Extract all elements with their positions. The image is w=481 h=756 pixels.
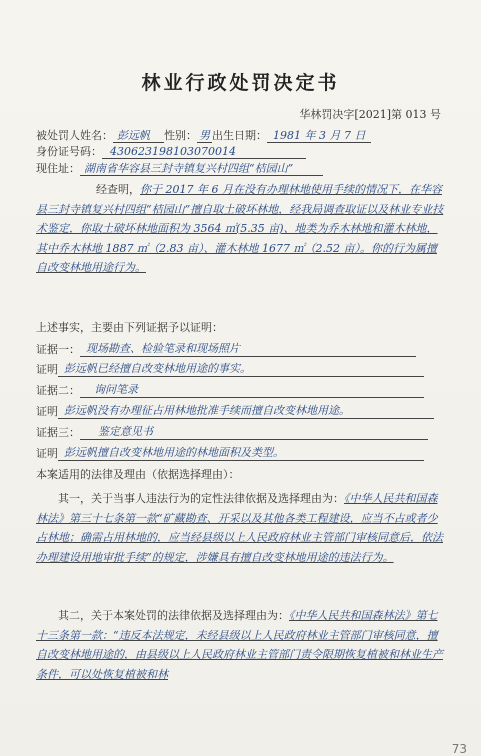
facts-text: 你于 2017 年 6 月在没有办理林地使用手续的情况下，在华容县三封寺镇复兴村四组“桔园山”擅自取土破坏林地，经我局调查取证以及林业专业技术鉴定，你取土破坏林地面积为 3564 ㎡(5.35 亩)、地类为乔木林地和灌木林地，其中乔木林地 1887 ㎡（2.83 亩）、灌木林地 1677 ㎡（2.52 亩）。你的行为属擅自改变林地用途行为。: [36, 183, 444, 274]
birth-label: 出生日期：: [212, 129, 267, 142]
person-birth: 1981 年 3 月 7 日: [267, 129, 371, 143]
evidence-label: 证据三：: [36, 426, 80, 439]
evidence-content: 鉴定意见书: [80, 423, 428, 440]
reason-2-text: 《中华人民共和国森林法》第七十三条第一款：“违反本法规定，未经县级以上人民政府林业主管部门审核同意，擅自改变林地用途的，由县级以上人民政府林业主管部门责令限期恢复植被和林业生产条件，可以处恢复植被和林: [36, 609, 443, 681]
facts-lead: 经查明，: [96, 183, 140, 196]
reason-2-paragraph: [36, 606, 446, 684]
proof-content: 彭远帆擅自改变林地用途的林地面积及类型。: [58, 444, 424, 461]
law-intro: 本案适用的法律及理由（依据选择理由）：: [36, 468, 240, 481]
name-label: 被处罚人姓名：: [36, 129, 113, 142]
reason-1-paragraph: [36, 489, 446, 567]
evidence-1-proof: [36, 360, 424, 377]
evidence-1: [36, 340, 416, 357]
evidence-2-proof: [36, 402, 434, 419]
address-label: 现住址：: [36, 162, 80, 175]
document-number: 华林罚决字[2021]第 013 号: [299, 108, 441, 121]
gender-label: 性别：: [164, 129, 197, 142]
evidence-content: 现场勘查、检验笔录和现场照片: [80, 340, 416, 357]
evidence-intro: 上述事实，主要由下列证据予以证明：: [36, 321, 223, 334]
reason-2-lead: 其二，关于本案处罚的法律依据及选择理由为：: [58, 609, 289, 622]
document-title: 林业行政处罚决定书: [141, 72, 340, 94]
evidence-3-proof: [36, 444, 424, 461]
facts-paragraph: [36, 180, 446, 278]
person-id: 430623198103070014: [102, 145, 306, 159]
proof-label: 证明: [36, 405, 58, 418]
proof-content: 彭远帆已经擅自改变林地用途的事实。: [58, 360, 424, 377]
proof-label: 证明: [36, 363, 58, 376]
evidence-label: 证据一：: [36, 343, 80, 356]
page-number: 73: [451, 742, 467, 756]
evidence-content: 询问笔录: [80, 381, 424, 398]
person-id-line: [36, 143, 306, 159]
person-name-line: [36, 127, 371, 143]
evidence-2: [36, 381, 424, 398]
person-address: 湖南省华容县三封寺镇复兴村四组“桔园山”: [80, 162, 323, 176]
evidence-3: [36, 423, 428, 440]
person-address-line: [36, 160, 323, 176]
proof-content: 彭远帆没有办理征占用林地批准手续而擅自改变林地用途。: [58, 402, 434, 419]
id-label: 身份证号码：: [36, 145, 102, 158]
reason-1-lead: 其一，关于当事人违法行为的定性法律依据及选择理由为：: [58, 492, 344, 505]
evidence-label: 证据二：: [36, 384, 80, 397]
person-name: 彭远帆: [113, 129, 164, 143]
reason-1-text: 《中华人民共和国森林法》第三十七条第一款“矿藏勘查、开采以及其他各类工程建设，应当不占或者少占林地；确需占用林地的，应当经县级以上人民政府林业主管部门审核同意后，依法办理建设用地审批手续”的规定，涉嫌具有擅自改变林地用途的违法行为。: [36, 492, 443, 564]
proof-label: 证明: [36, 447, 58, 460]
person-gender: 男: [199, 129, 210, 142]
